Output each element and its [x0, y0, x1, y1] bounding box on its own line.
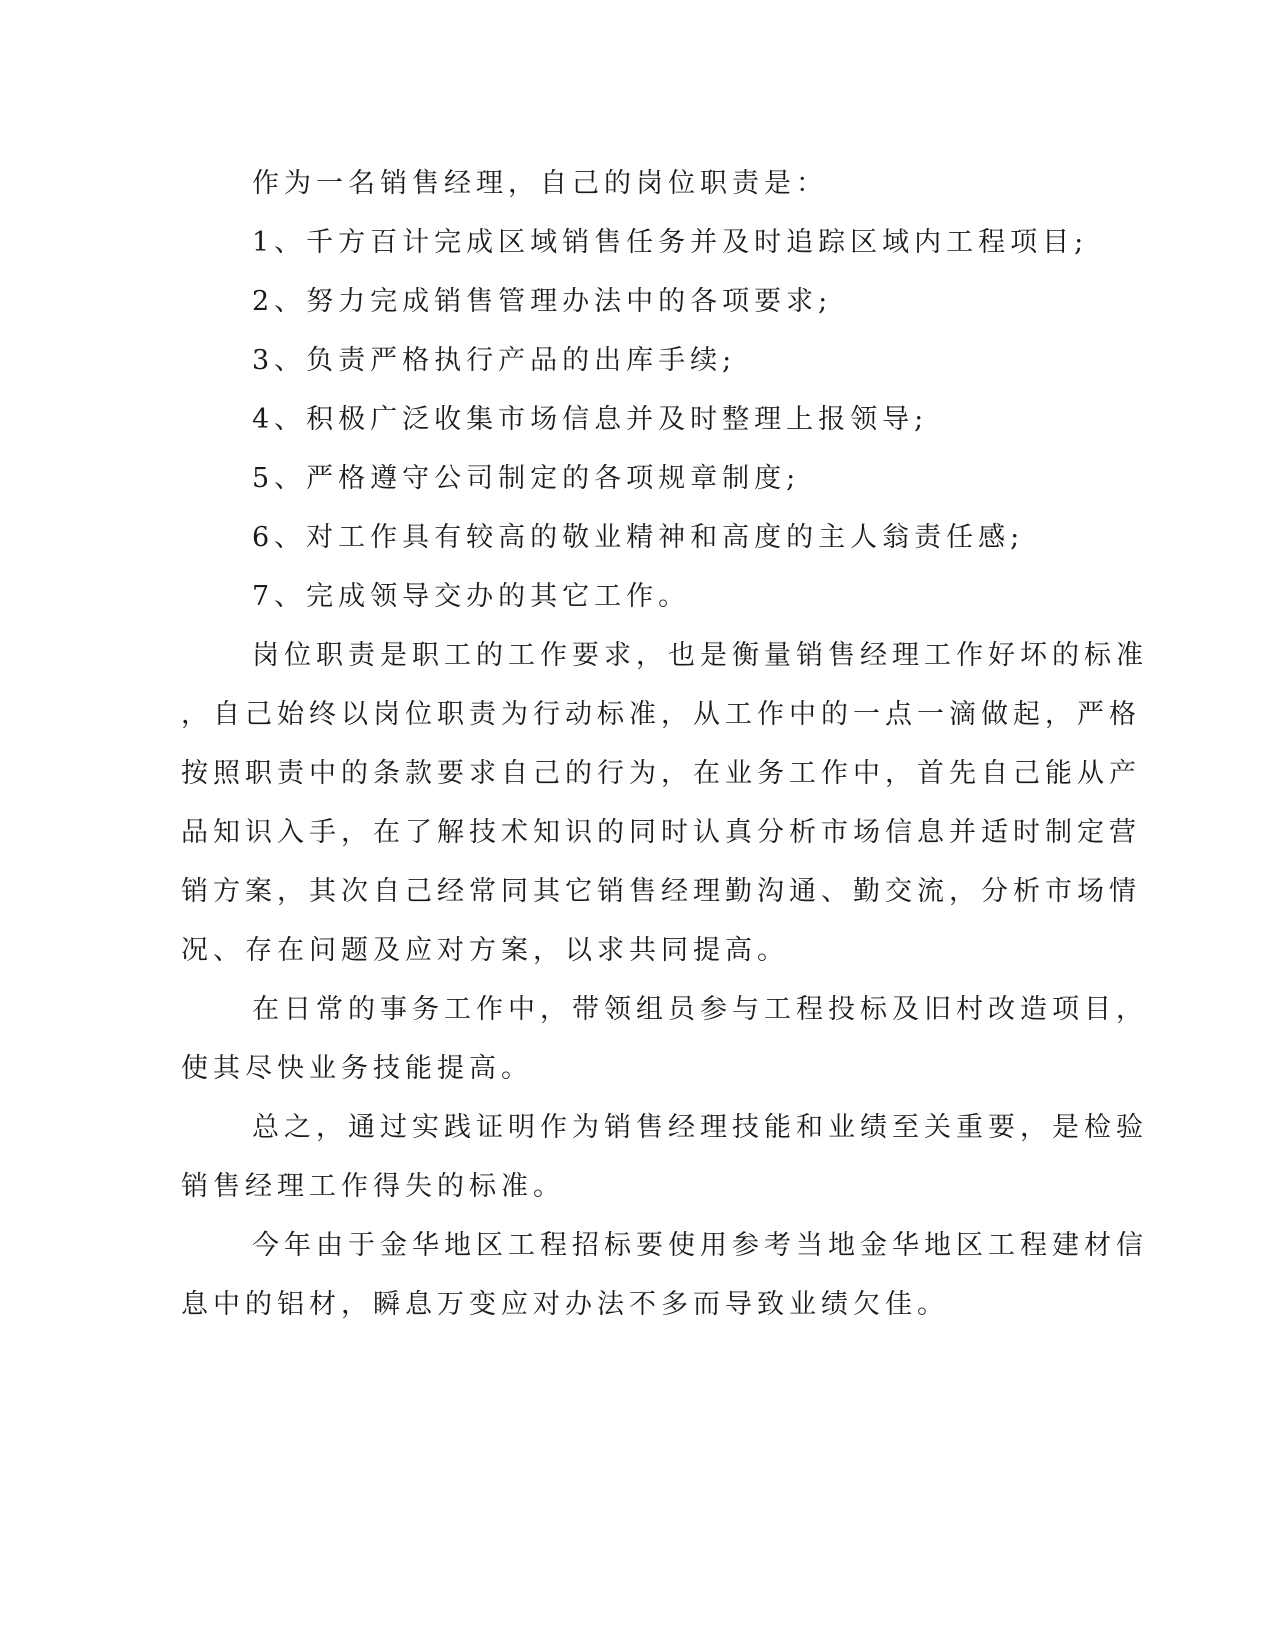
paragraph-2-line-1: 在日常的事务工作中，带领组员参与工程投标及旧村改造项目，: [252, 994, 1148, 1025]
paragraph-1-line-2: ，自己始终以岗位职责为行动标准，从工作中的一点一滴做起，严格: [181, 699, 1141, 730]
paragraph-1-line-5: 销方案，其次自己经常同其它销售经理勤沟通、勤交流，分析市场情: [181, 876, 1141, 907]
duty-item-5: 5、严格遵守公司制定的各项规章制度;: [252, 463, 801, 494]
document-body: [181, 154, 1148, 1334]
paragraph-3-line-2: 销售经理工作得失的标准。: [181, 1171, 565, 1202]
duty-item-3: 3、负责严格执行产品的出库手续;: [252, 345, 737, 376]
paragraph-1-line-4: 品知识入手，在了解技术知识的同时认真分析市场信息并适时制定营: [181, 817, 1141, 848]
paragraph-1-line-3: 按照职责中的条款要求自己的行为，在业务工作中，首先自己能从产: [181, 758, 1141, 789]
intro-line: 作为一名销售经理，自己的岗位职责是：: [252, 168, 828, 199]
paragraph-4-line-2: 息中的铝材，瞬息万变应对办法不多而导致业绩欠佳。: [181, 1289, 949, 1320]
paragraph-4-line-1: 今年由于金华地区工程招标要使用参考当地金华地区工程建材信: [252, 1230, 1148, 1261]
paragraph-3-line-1: 总之，通过实践证明作为销售经理技能和业绩至关重要，是检验: [252, 1112, 1148, 1143]
duty-item-2: 2、努力完成销售管理办法中的各项要求;: [252, 286, 833, 317]
duty-item-4: 4、积极广泛收集市场信息并及时整理上报领导;: [252, 404, 929, 435]
paragraph-1-line-6: 况、存在问题及应对方案，以求共同提高。: [181, 935, 789, 966]
duty-item-1: 1、千方百计完成区域销售任务并及时追踪区域内工程项目;: [252, 227, 1089, 258]
paragraph-1-line-1: 岗位职责是职工的工作要求，也是衡量销售经理工作好坏的标准: [252, 640, 1148, 671]
paragraph-2-line-2: 使其尽快业务技能提高。: [181, 1053, 533, 1084]
duty-item-7: 7、完成领导交办的其它工作。: [252, 581, 691, 612]
duty-item-6: 6、对工作具有较高的敬业精神和高度的主人翁责任感;: [252, 522, 1025, 553]
